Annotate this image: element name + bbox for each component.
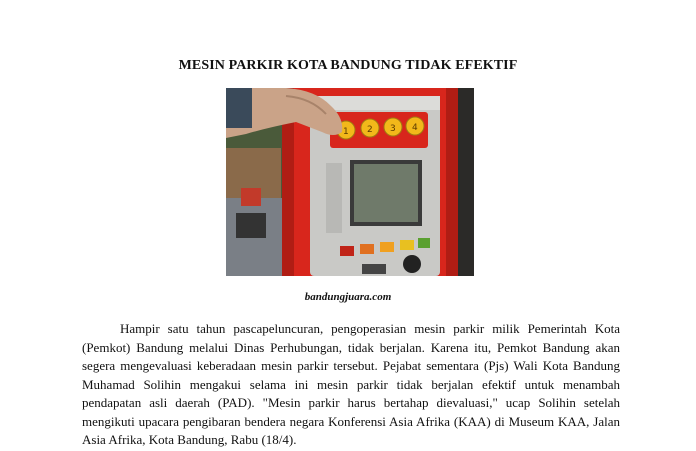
svg-text:4: 4 (412, 123, 418, 133)
photo-caption: bandungjuara.com (304, 291, 392, 303)
parking-meter-photo (226, 88, 474, 276)
photo-illustration (226, 88, 474, 276)
svg-text:1: 1 (343, 127, 349, 137)
article-paragraph: Hampir satu tahun pascapeluncuran, pengoperasian mesin parkir milik Pemerintah Kota (Pemkot) Bandung melalui Dinas Perhubungan, tidak berjalan. Karena itu, Pemkot Bandung akan segera mengevaluasi keberadaan mesin parkir tersebut. Pejabat sementara (Pjs) Wali Kota Bandung Muhamad Solihin mengakui selama ini mesin parkir tidak berjalan efektif untuk menambah pendapatan asli daerah (PAD). "Mesin parkir harus bertahap dievaluasi," ucap Solihin setelah mengikuti upacara pengibaran bendera negara Konferensi Asia Afrika (KAA) di Museum KAA, Jalan Asia Afrika, Kota Bandung, Rabu (18/4). (82, 321, 620, 447)
article-title: MESIN PARKIR KOTA BANDUNG TIDAK EFEKTIF (178, 58, 518, 73)
svg-text:3: 3 (390, 124, 396, 134)
svg-text:2: 2 (367, 125, 373, 135)
